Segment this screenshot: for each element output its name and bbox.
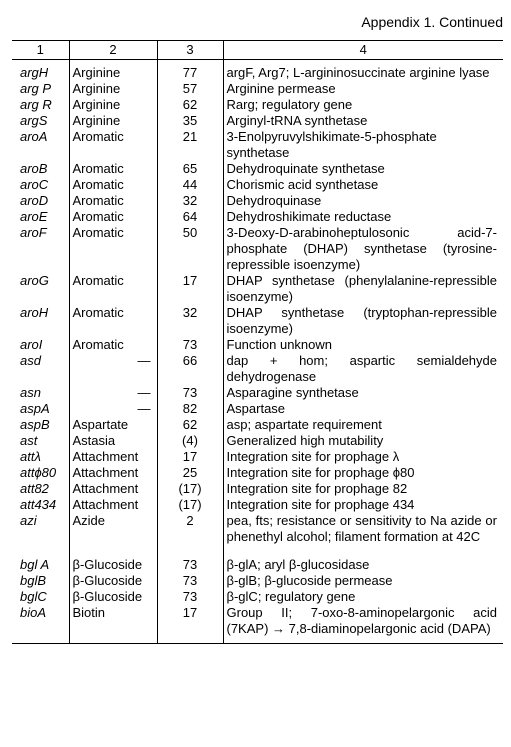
column-header: 4 (223, 41, 503, 60)
map-position-cell: 73 (157, 385, 223, 401)
description-cell: β-glA; aryl β-glucosidase (223, 545, 503, 573)
trait-cell: Astasia (69, 433, 157, 449)
table-row (12, 113, 503, 129)
table-row (12, 193, 503, 209)
trait-cell: Attachment (69, 465, 157, 481)
table-row (12, 433, 503, 449)
trait-cell: Attachment (69, 481, 157, 497)
gene-table-container (12, 40, 503, 644)
map-position-cell: 25 (157, 465, 223, 481)
map-position-cell: 77 (157, 60, 223, 82)
gene-symbol-cell: argH (20, 65, 49, 80)
gene-symbol-cell: aspA (20, 401, 50, 416)
map-position-cell: 82 (157, 401, 223, 417)
trait-cell: Aromatic (69, 193, 157, 209)
map-position-cell: (17) (157, 497, 223, 513)
description-cell: Aspartase (223, 401, 503, 417)
map-position-cell: 17 (157, 273, 223, 305)
gene-symbol-cell: aroF (20, 225, 47, 240)
trait-cell: Arginine (69, 60, 157, 82)
description-cell: DHAP synthetase (phenylalanine-repressible isoenzyme) (223, 273, 503, 305)
table-row (12, 353, 503, 385)
description-cell: β-glB; β-glucoside permease (223, 573, 503, 589)
map-position-cell: 73 (157, 545, 223, 573)
description-cell: Integration site for prophage ϕ80 (223, 465, 503, 481)
gene-symbol-cell: azi (20, 513, 37, 528)
trait-cell: Aromatic (69, 337, 157, 353)
map-position-cell: 62 (157, 417, 223, 433)
map-position-cell: 32 (157, 305, 223, 337)
description-cell: Arginyl-tRNA synthetase (223, 113, 503, 129)
map-position-cell: 73 (157, 589, 223, 605)
map-position-cell: (17) (157, 481, 223, 497)
table-row (12, 129, 503, 161)
trait-cell: Aromatic (69, 129, 157, 161)
table-row (12, 177, 503, 193)
table-row (12, 573, 503, 589)
trait-cell: Aromatic (69, 225, 157, 273)
description-cell: argF, Arg7; L-argininosuccinate arginine lyase (223, 60, 503, 82)
map-position-cell: 17 (157, 605, 223, 644)
gene-symbol-cell: asn (20, 385, 41, 400)
map-position-cell: 66 (157, 353, 223, 385)
map-position-cell: 21 (157, 129, 223, 161)
description-cell: Integration site for prophage 82 (223, 481, 503, 497)
description-cell: Rarg; regulatory gene (223, 97, 503, 113)
trait-cell: — (69, 401, 157, 417)
table-row (12, 481, 503, 497)
column-header: 3 (157, 41, 223, 60)
trait-cell: Aromatic (69, 305, 157, 337)
description-cell: Function unknown (223, 337, 503, 353)
description-cell: Arginine permease (223, 81, 503, 97)
description-cell: Integration site for prophage λ (223, 449, 503, 465)
table-row (12, 417, 503, 433)
map-position-cell: 2 (157, 513, 223, 545)
trait-cell: Arginine (69, 113, 157, 129)
table-row (12, 449, 503, 465)
table-row (12, 401, 503, 417)
trait-cell: Aromatic (69, 273, 157, 305)
trait-cell: β-Glucoside (69, 589, 157, 605)
table-row (12, 497, 503, 513)
page-title: Appendix 1. Continued (361, 14, 503, 30)
table-row (12, 273, 503, 305)
gene-symbol-cell: aroG (20, 273, 49, 288)
map-position-cell: 65 (157, 161, 223, 177)
gene-symbol-cell: aroE (20, 209, 48, 224)
map-position-cell: 44 (157, 177, 223, 193)
trait-cell: Aromatic (69, 177, 157, 193)
description-cell: 3-Deoxy-D-arabinoheptulosonic acid-7-phosphate (DHAP) synthetase (tyrosine-repressible isoenzyme) (223, 225, 503, 273)
trait-cell: Biotin (69, 605, 157, 644)
map-position-cell: 17 (157, 449, 223, 465)
trait-cell: Arginine (69, 97, 157, 113)
trait-cell: Aromatic (69, 161, 157, 177)
gene-symbol-cell: bgl A (20, 557, 50, 572)
gene-symbol-cell: aroA (20, 129, 48, 144)
description-cell: Dehydroshikimate reductase (223, 209, 503, 225)
description-cell: dap + hom; aspartic semialdehyde dehydrogenase (223, 353, 503, 385)
table-row (12, 305, 503, 337)
gene-symbol-cell: bglB (20, 573, 47, 588)
gene-symbol-cell: attλ (20, 449, 41, 464)
table-row (12, 385, 503, 401)
trait-cell: Attachment (69, 497, 157, 513)
trait-cell: β-Glucoside (69, 545, 157, 573)
map-position-cell: 32 (157, 193, 223, 209)
table-row (12, 605, 503, 644)
table-row (12, 513, 503, 545)
table-row (12, 161, 503, 177)
map-position-cell: 73 (157, 337, 223, 353)
map-position-cell: 57 (157, 81, 223, 97)
trait-cell: Aspartate (69, 417, 157, 433)
table-row (12, 209, 503, 225)
table-row (12, 545, 503, 573)
trait-cell: Arginine (69, 81, 157, 97)
gene-symbol-cell: bioA (20, 605, 47, 620)
description-cell: DHAP synthetase (tryptophan-repressible isoenzyme) (223, 305, 503, 337)
description-cell: Asparagine synthetase (223, 385, 503, 401)
gene-symbol-cell: bglC (20, 589, 47, 604)
description-cell: β-glC; regulatory gene (223, 589, 503, 605)
description-cell: 3-Enolpyruvylshikimate-5-phosphate synthetase (223, 129, 503, 161)
description-cell: Dehydroquinase (223, 193, 503, 209)
table-row (12, 589, 503, 605)
gene-symbol-cell: ast (20, 433, 38, 448)
description-cell: Chorismic acid synthetase (223, 177, 503, 193)
gene-symbol-cell: aspB (20, 417, 50, 432)
description-cell: Generalized high mutability (223, 433, 503, 449)
map-position-cell: (4) (157, 433, 223, 449)
gene-symbol-cell: aroB (20, 161, 48, 176)
gene-symbol-cell: aroI (20, 337, 43, 352)
table-row (12, 81, 503, 97)
gene-symbol-cell: att434 (20, 497, 57, 512)
table-row (12, 337, 503, 353)
trait-cell: Azide (69, 513, 157, 545)
gene-symbol-cell: aroD (20, 193, 49, 208)
map-position-cell: 64 (157, 209, 223, 225)
description-cell: asp; aspartate requirement (223, 417, 503, 433)
gene-symbol-cell: aroC (20, 177, 49, 192)
gene-symbol-cell: arg R (20, 97, 52, 112)
column-header: 2 (69, 41, 157, 60)
gene-symbol-cell: arg P (20, 81, 52, 96)
description-cell: Dehydroquinate synthetase (223, 161, 503, 177)
map-position-cell: 62 (157, 97, 223, 113)
gene-symbol-cell: argS (20, 113, 48, 128)
table-row (12, 60, 503, 82)
column-header: 1 (12, 41, 69, 60)
table-row (12, 97, 503, 113)
gene-symbol-cell: asd (20, 353, 41, 368)
map-position-cell: 50 (157, 225, 223, 273)
gene-table (12, 40, 503, 644)
table-row (12, 225, 503, 273)
trait-cell: β-Glucoside (69, 573, 157, 589)
gene-symbol-cell: aroH (20, 305, 49, 320)
description-cell: Group II; 7-oxo-8-aminopelargonic acid (7KAP) → 7,8-diaminopelargonic acid (DAPA) (223, 605, 503, 644)
gene-symbol-cell: att82 (20, 481, 49, 496)
trait-cell: Aromatic (69, 209, 157, 225)
trait-cell: — (69, 385, 157, 401)
table-row (12, 465, 503, 481)
description-cell: pea, fts; resistance or sensitivity to Na azide or phenethyl alcohol; filament formation at 42C (223, 513, 503, 545)
description-cell: Integration site for prophage 434 (223, 497, 503, 513)
map-position-cell: 35 (157, 113, 223, 129)
header-row (12, 41, 503, 60)
trait-cell: Attachment (69, 449, 157, 465)
map-position-cell: 73 (157, 573, 223, 589)
trait-cell: — (69, 353, 157, 385)
gene-symbol-cell: attϕ80 (20, 465, 57, 480)
